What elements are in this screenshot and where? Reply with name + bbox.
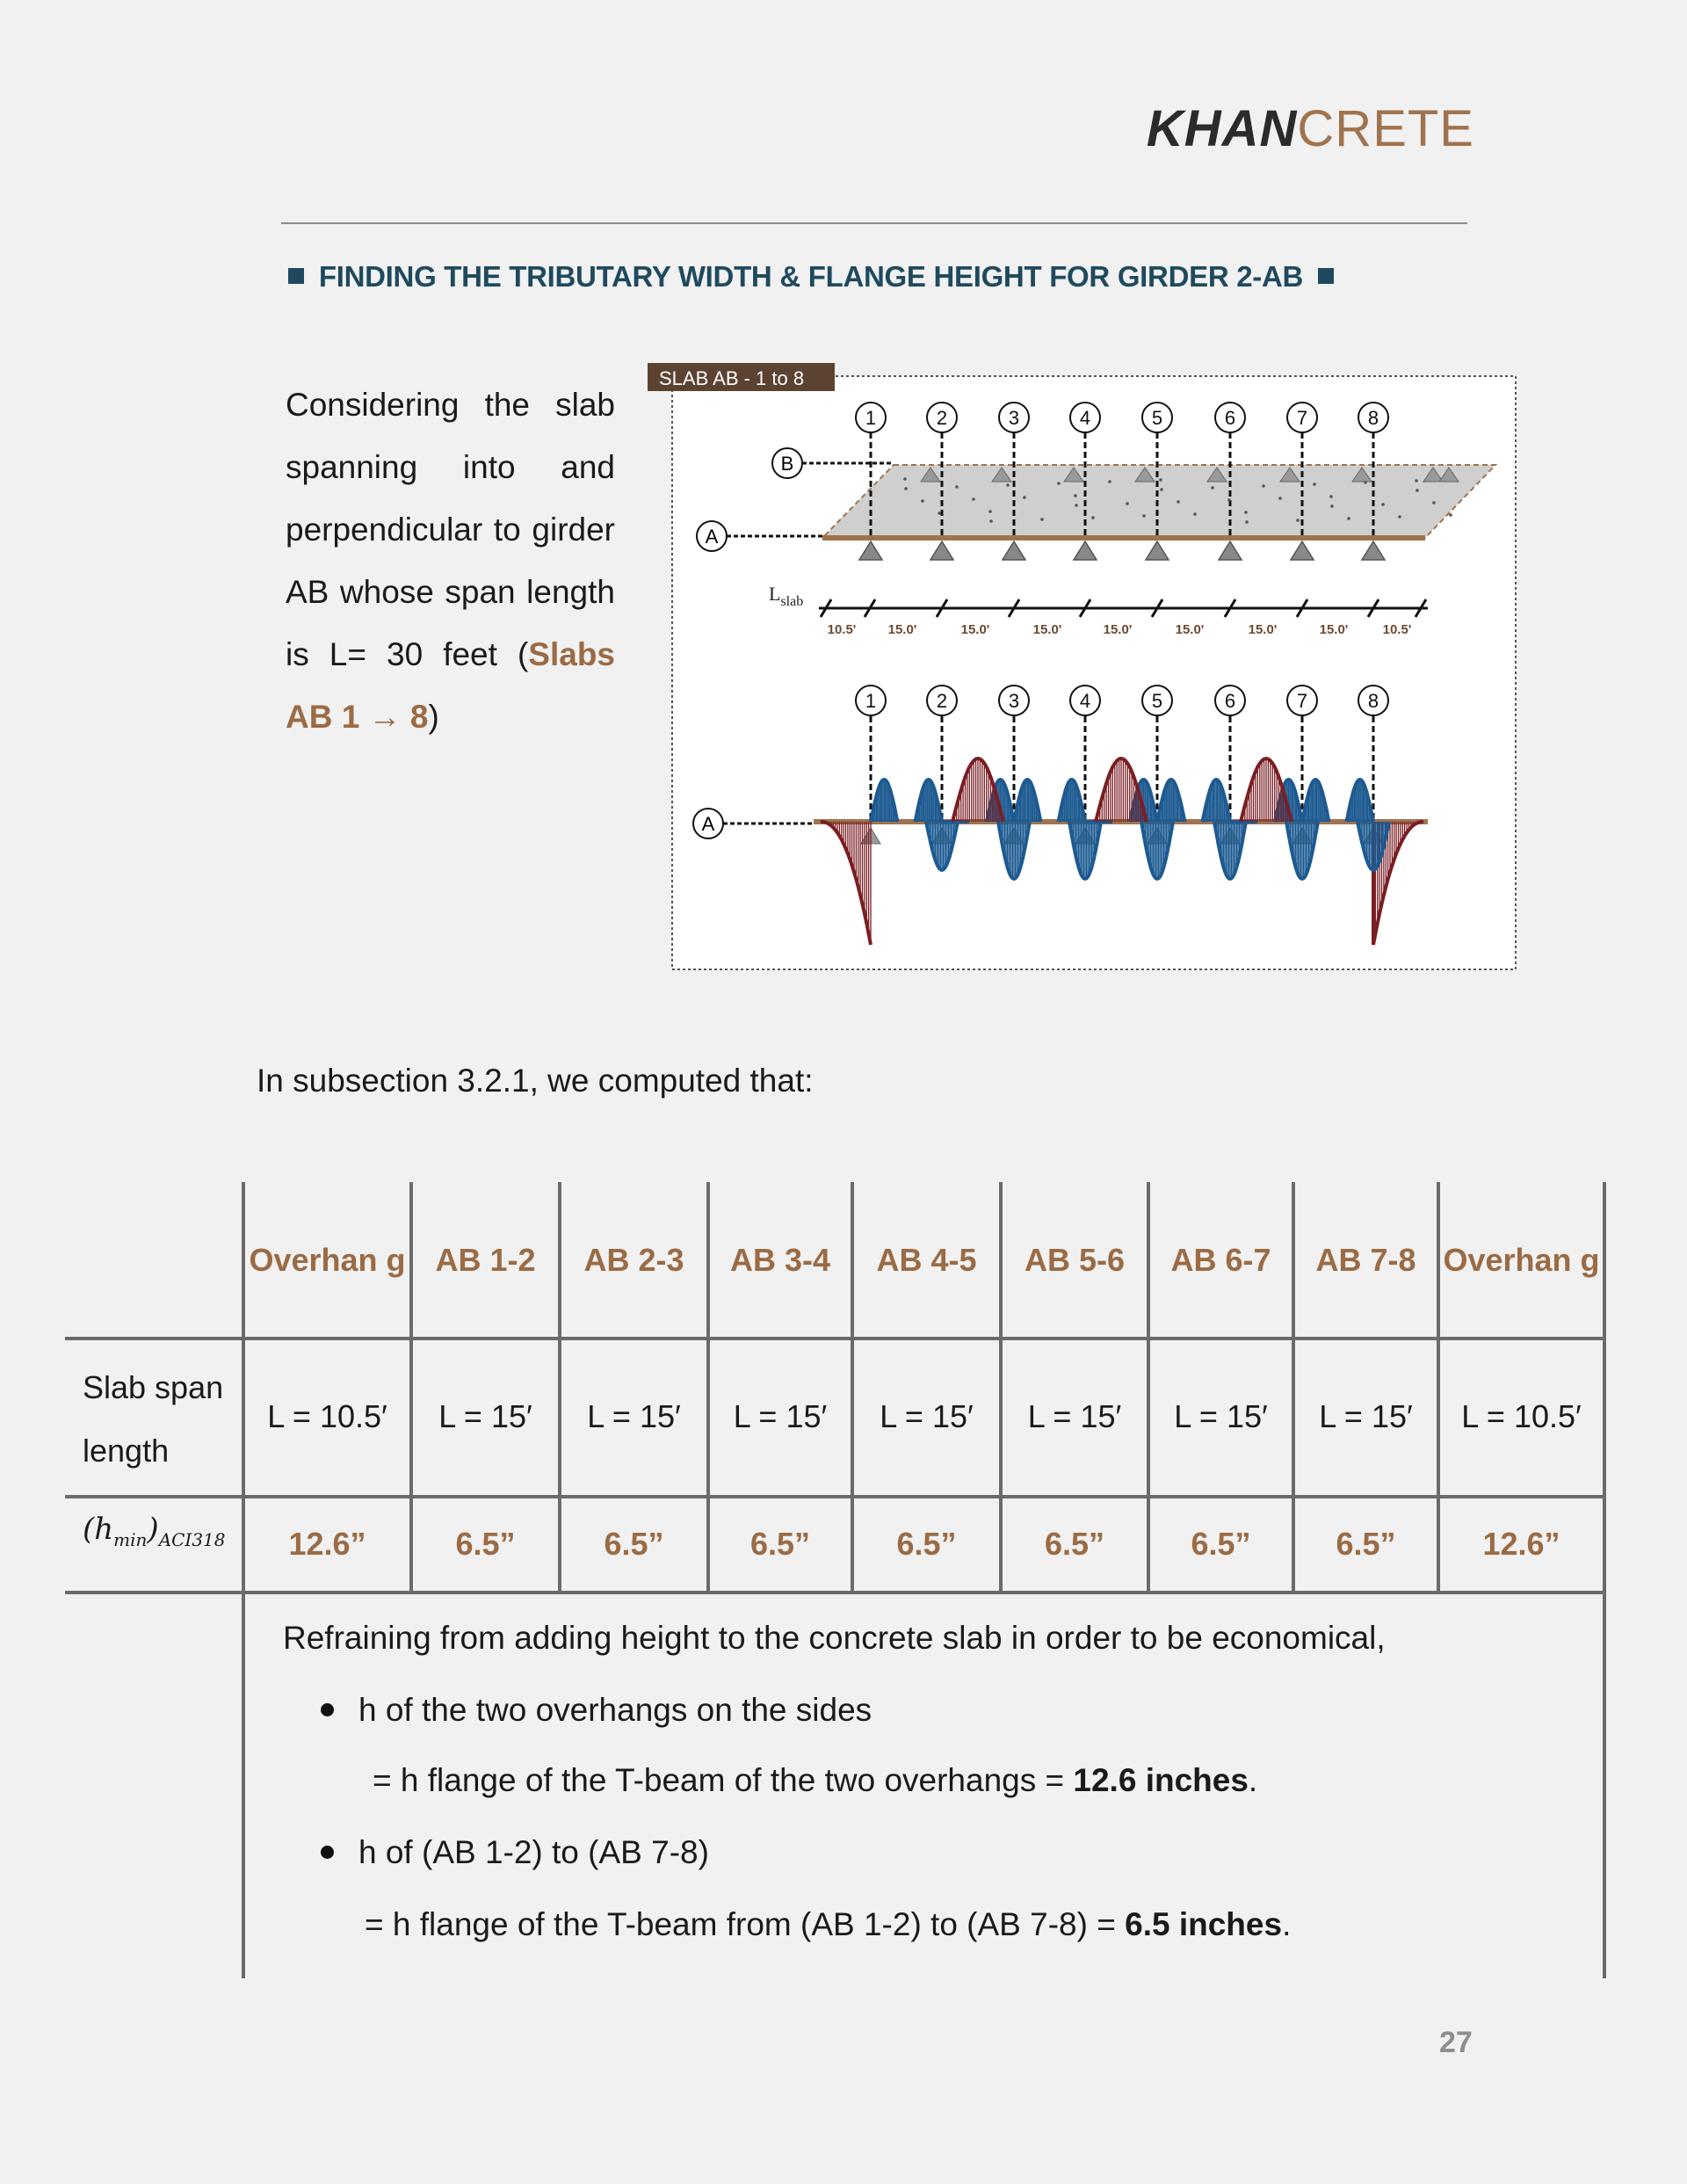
table-header-cell: AB 7-8 <box>1315 1241 1416 1278</box>
gridline-number: 6 <box>1224 407 1236 429</box>
square-bullet-icon <box>1318 268 1334 284</box>
gridline-number: 7 <box>1296 407 1308 429</box>
table-rule <box>65 1591 1606 1594</box>
lslab-label: $L_{slab}$ <box>769 583 804 609</box>
aggregate-dot <box>1432 501 1436 504</box>
table-rule <box>242 1182 245 1978</box>
aggregate-dot <box>1091 516 1095 519</box>
bullet-item-spans <box>321 1834 709 1871</box>
intro-text: Considering the slab spanning into and perpendicular to girder AB whose span length is L= 30 feet ( <box>286 387 615 672</box>
aggregate-dot <box>1330 504 1334 508</box>
table-cell: 6.5” <box>896 1525 957 1562</box>
aggregate-dot <box>1296 519 1300 522</box>
table-cell: L = 15′ <box>1319 1398 1413 1434</box>
gridline-number: 5 <box>1151 690 1163 712</box>
aggregate-dot <box>1160 488 1163 491</box>
aggregate-dot <box>1398 515 1401 519</box>
equation-value: 12.6 inches <box>1073 1762 1249 1798</box>
intro-paragraph <box>286 374 615 748</box>
intro-highlight: Slabs AB 1 → 8 <box>286 636 615 735</box>
gridline-number: 2 <box>936 407 948 429</box>
aggregate-dot <box>1074 494 1077 497</box>
aggregate-dot <box>1415 479 1418 483</box>
span-length-label: 10.5' <box>1382 622 1412 637</box>
table-cell: L = 15′ <box>880 1398 974 1434</box>
bullet-text: h of (AB 1-2) to (AB 7-8) <box>358 1834 709 1870</box>
heading-text: FINDING THE TRIBUTARY WIDTH & FLANGE HEIGHT FOR GIRDER 2-AB <box>318 260 1304 293</box>
aggregate-dot <box>1227 498 1231 502</box>
aggregate-dot <box>972 497 975 501</box>
table-cell: 6.5” <box>1336 1525 1396 1562</box>
logo <box>1147 98 1474 160</box>
aggregate-dot <box>1177 500 1180 504</box>
aggregate-dot <box>1126 502 1129 505</box>
aggregate-dot <box>989 519 993 523</box>
aggregate-dot <box>1075 504 1078 507</box>
table-rule <box>1437 1182 1440 1593</box>
table-row-label: Slab span length <box>83 1369 224 1469</box>
label-main: (h <box>83 1512 114 1547</box>
table-row-label <box>83 1512 243 1557</box>
gridline-number: 2 <box>936 690 948 712</box>
span-length-label: 15.0' <box>1319 622 1349 637</box>
gridline-number: 4 <box>1079 690 1091 712</box>
aggregate-dot <box>1244 511 1248 514</box>
aggregate-dot <box>1313 483 1316 486</box>
logo-bold: KHAN <box>1146 100 1298 157</box>
label-sub: min <box>113 1528 148 1550</box>
equation-value: 6.5 inches <box>1125 1906 1283 1942</box>
aggregate-dot <box>1023 496 1026 499</box>
section-heading <box>288 260 1334 294</box>
table-header-cell: Overhan g <box>1443 1241 1600 1278</box>
gridline-number: 4 <box>1079 407 1091 429</box>
intro-close: ) <box>428 699 439 735</box>
aggregate-dot <box>1329 495 1333 498</box>
aggregate-dot <box>1108 480 1111 483</box>
span-length-label: 10.5' <box>827 622 857 637</box>
table-header-cell: AB 1-2 <box>435 1241 536 1278</box>
table-cell: 6.5” <box>604 1525 664 1562</box>
gridline-number: 3 <box>1008 407 1020 429</box>
table-cell: 6.5” <box>749 1525 811 1562</box>
aggregate-dot <box>1347 517 1350 520</box>
table-rule <box>65 1337 1606 1340</box>
equation-text: = h flange of the T-beam of the two overhangs = <box>373 1762 1074 1798</box>
table-cell: L = 15′ <box>733 1398 828 1434</box>
table-cell: 12.6” <box>1482 1525 1560 1562</box>
table-rule <box>999 1182 1003 1593</box>
bullet-item-overhangs <box>321 1692 872 1729</box>
label-sub: ACI318 <box>158 1528 226 1550</box>
gridline-number: 1 <box>865 690 877 712</box>
aggregate-dot <box>1193 512 1197 516</box>
label-close: ) <box>147 1512 159 1547</box>
table-header-cell: AB 3-4 <box>729 1241 831 1278</box>
aggregate-dot <box>1142 514 1146 518</box>
equation-overhangs <box>373 1762 1257 1799</box>
aggregate-dot <box>1415 489 1419 492</box>
span-length-label: 15.0' <box>1103 622 1133 637</box>
table-cell: L = 10.5′ <box>267 1398 387 1434</box>
span-length-label: 15.0' <box>1032 622 1062 637</box>
aggregate-dot <box>1245 520 1249 524</box>
aggregate-dot <box>1262 484 1265 488</box>
aggregate-dot <box>921 499 924 503</box>
aggregate-dot <box>1159 478 1162 482</box>
header-rule <box>281 222 1467 224</box>
table-cell: L = 15′ <box>587 1398 681 1434</box>
girder-label: A <box>705 526 719 548</box>
aggregate-dot <box>988 510 992 513</box>
table-rule <box>851 1182 854 1593</box>
table-header-cell: Overhan g <box>249 1241 406 1278</box>
gridline-number: 6 <box>1224 690 1236 712</box>
table-cell: 6.5” <box>455 1525 516 1562</box>
equation-text: = h flange of the T-beam from (AB 1-2) to (AB 7-8) = <box>365 1906 1126 1942</box>
table-cell: 6.5” <box>1191 1525 1251 1562</box>
table-cell: L = 15′ <box>1174 1398 1268 1434</box>
subsection-text: In subsection 3.2.1, we computed that: <box>257 1063 814 1099</box>
table-cell: 12.6” <box>288 1525 366 1562</box>
gridline-number: 5 <box>1151 407 1163 429</box>
diagram-tag: SLAB AB - 1 to 8 <box>659 367 805 389</box>
square-bullet-icon <box>288 268 304 284</box>
aggregate-dot <box>904 487 908 490</box>
table-cell: L = 10.5′ <box>1461 1398 1582 1434</box>
bullet-icon <box>321 1846 334 1859</box>
gridline-number: 7 <box>1296 690 1308 712</box>
aggregate-dot <box>1040 518 1044 521</box>
period: . <box>1248 1762 1258 1798</box>
aggregate-dot <box>1381 503 1385 506</box>
logo-light: CRETE <box>1297 100 1474 157</box>
aggregate-dot <box>1449 513 1452 517</box>
span-length-label: 15.0' <box>960 622 990 637</box>
bullet-icon <box>321 1703 334 1716</box>
gridline-number: 1 <box>865 407 877 429</box>
table-header-cell: AB 6-7 <box>1170 1241 1271 1278</box>
gridline-number: 8 <box>1367 407 1379 429</box>
table-rule <box>706 1182 710 1593</box>
table-rule <box>558 1182 561 1593</box>
table-rule <box>65 1495 1606 1498</box>
girder-label: B <box>780 453 794 475</box>
page-number: 27 <box>1439 2026 1473 2059</box>
table-header-cell: AB 2-3 <box>583 1241 684 1278</box>
aggregate-dot <box>938 512 941 515</box>
table-rule <box>1147 1182 1150 1593</box>
equation-spans <box>365 1906 1291 1943</box>
table-cell: L = 15′ <box>1027 1398 1122 1434</box>
table-rule <box>409 1182 413 1593</box>
table-cell: L = 15′ <box>438 1398 532 1434</box>
aggregate-dot <box>955 485 959 489</box>
gridline-number: 8 <box>1367 690 1379 712</box>
gridline-number: 3 <box>1008 690 1020 712</box>
girder-label: A <box>701 813 715 835</box>
table-rule <box>1603 1182 1606 1978</box>
note-line: Refraining from adding height to the concrete slab in order to be economical, <box>283 1620 1386 1656</box>
aggregate-dot <box>1057 482 1061 485</box>
aggregate-dot <box>1278 497 1282 500</box>
span-length-label: 15.0' <box>887 622 917 637</box>
aggregate-dot <box>1211 486 1214 490</box>
table-header-cell: AB 5-6 <box>1024 1241 1126 1278</box>
aggregate-dot <box>903 477 907 481</box>
span-length-label: 15.0' <box>1175 622 1205 637</box>
aggregate-dot <box>1006 483 1010 487</box>
slab-diagram <box>648 362 1517 973</box>
table-rule <box>1292 1182 1295 1593</box>
span-length-label: 15.0' <box>1248 622 1278 637</box>
table-header-cell: AB 4-5 <box>876 1241 977 1278</box>
aggregate-dot <box>1364 481 1367 484</box>
period: . <box>1282 1906 1292 1942</box>
bullet-text: h of the two overhangs on the sides <box>358 1692 872 1728</box>
table-cell: 6.5” <box>1044 1525 1105 1562</box>
